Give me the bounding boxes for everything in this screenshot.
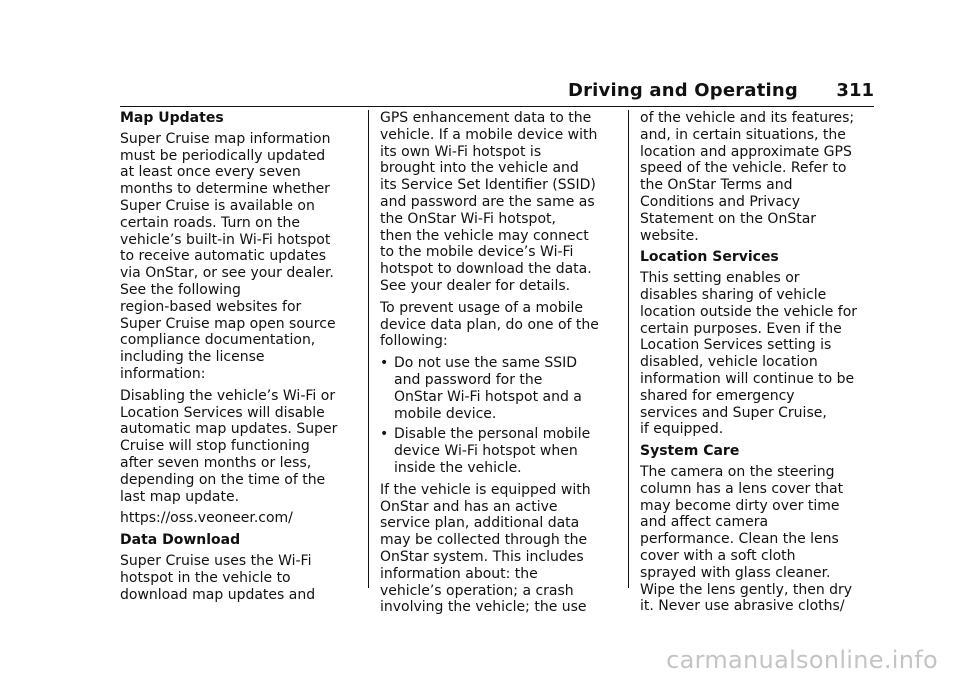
column-divider <box>368 110 369 588</box>
section-title: Driving and Operating <box>567 80 798 101</box>
bullet-list <box>380 355 616 477</box>
column-2 <box>380 110 616 621</box>
url-text: https://oss.veoneer.com/ <box>120 510 293 527</box>
paragraph-gps-data: GPS enhancement data to the vehicle. If a mobile device with its own Wi-Fi hotspot is brought into the vehicle and its Service Set Identifier (SSID) and password are the same as the OnStar Wi-Fi hotspot, then the vehicle may connect to the mobile device’s Wi-Fi hotspot to download the data. See your dealer for details. <box>380 110 598 294</box>
bullet-icon: • <box>380 426 389 443</box>
paragraph-location-services: This setting enables or disables sharing of vehicle location outside the vehicle for certain purposes. Even if the Location Services setting is disabled, vehicle location information will continue to be shared for emergency services and Super Cruise, if equipped. <box>640 270 858 438</box>
bullet-icon: • <box>380 355 389 372</box>
paragraph-map-info: Super Cruise map information must be periodically updated at least once every seven months to determine whether Super Cruise is available on certain roads. Turn on the vehicle’s built-in Wi-Fi hotspot to receive automatic updates via OnStar, or see your dealer. See the following region-based websites for Super Cruise map open source compliance documentation, including the license information: <box>120 130 336 382</box>
heading-system-care: System Care <box>640 443 740 460</box>
watermark: carmanualsonline.info <box>666 646 938 674</box>
heading-map-updates: Map Updates <box>120 110 224 126</box>
paragraph-onstar-data: If the vehicle is equipped with OnStar and has an active service plan, additional data may be collected through the OnStar system. This includes information about: the vehicle’s operation; a crash involving the vehicle; the use <box>380 481 591 616</box>
paragraph-prevent-usage: To prevent usage of a mobile device data plan, do one of the following: <box>380 299 599 350</box>
column-3 <box>640 110 876 620</box>
text-columns <box>120 110 878 616</box>
list-item: • Do not use the same SSID and password for the OnStar Wi-Fi hotspot and a mobile device. <box>380 355 582 422</box>
header-rule <box>120 106 874 107</box>
paragraph-data-download: Super Cruise uses the Wi-Fi hotspot in the vehicle to download map updates and <box>120 552 316 603</box>
list-item: • Disable the personal mobile device Wi-Fi hotspot when inside the vehicle. <box>380 426 591 476</box>
page-header <box>120 80 874 110</box>
column-divider <box>628 110 629 588</box>
heading-location-services: Location Services <box>640 249 779 266</box>
paragraph-vehicle-features: of the vehicle and its features; and, in certain situations, the location and approximate GPS speed of the vehicle. Refer to the OnStar Terms and Conditions and Privacy Statement on the OnStar website. <box>640 110 855 244</box>
column-1 <box>120 110 356 608</box>
heading-data-download: Data Download <box>120 532 241 549</box>
page-number: 311 <box>836 80 874 101</box>
paragraph-disabling-wifi: Disabling the vehicle’s Wi-Fi or Location Services will disable automatic map updates. Super Cruise will stop functioning after seven months or less, depending on the time of the last map update. <box>120 387 338 505</box>
paragraph-system-care: The camera on the steering column has a lens cover that may become dirty over time and affect camera performance. Clean the lens cover with a soft cloth sprayed with glass cleaner. Wipe the lens gently, then dry it. Never use abrasive cloths/ <box>640 463 853 615</box>
